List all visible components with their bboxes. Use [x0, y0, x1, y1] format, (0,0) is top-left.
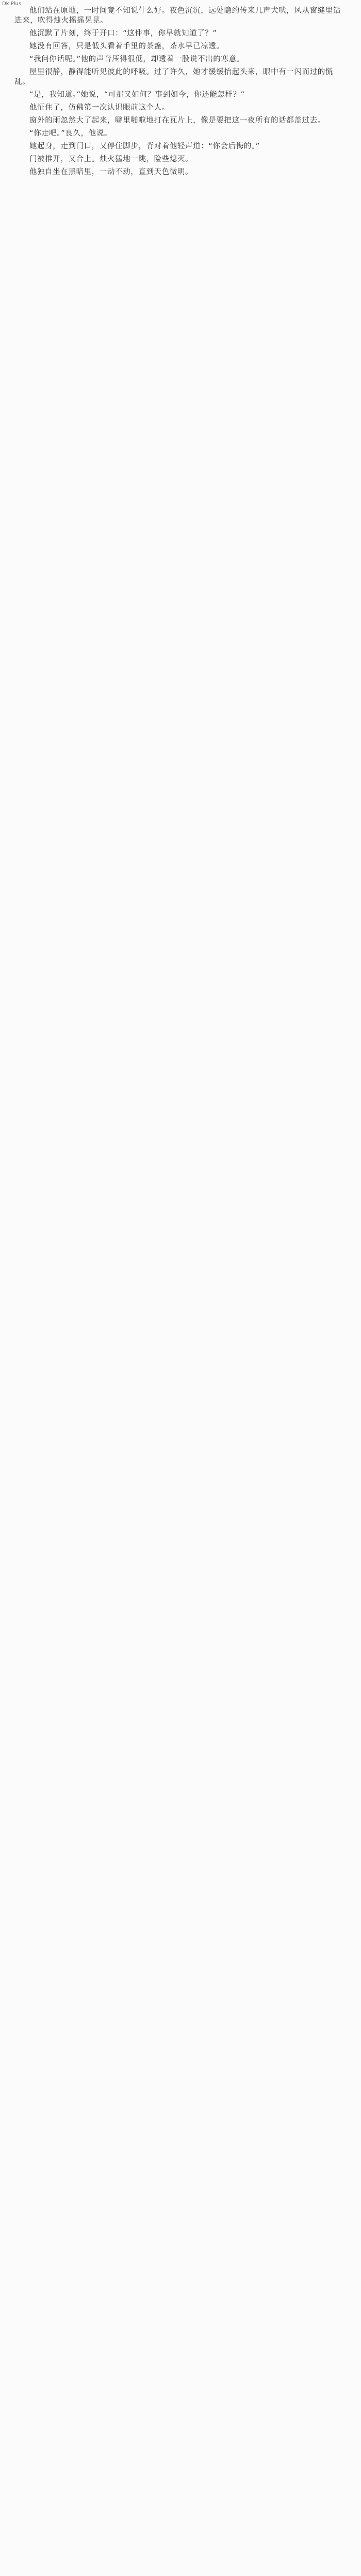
- paragraph: 她没有回答，只是低头看着手里的茶盏，茶水早已凉透。: [29, 42, 224, 50]
- paragraph: 屋里很静，静得能听见彼此的呼吸。过了许久，她才缓缓抬起头来，眼中有一闪而过的慌乱。: [14, 68, 333, 86]
- paragraph: “我问你话呢。”他的声音压得很低，却透着一股说不出的寒意。: [29, 55, 244, 63]
- paragraph: 他沉默了片刻，终于开口：“这件事，你早就知道了？”: [29, 29, 217, 38]
- paragraph: 窗外的雨忽然大了起来，噼里啪啦地打在瓦片上，像是要把这一夜所有的话都盖过去。: [29, 116, 325, 125]
- paragraph: 她起身，走到门口，又停住脚步，背对着他轻声道：“你会后悔的。”: [29, 142, 260, 150]
- paragraph: 他们站在原地，一时间竟不知说什么好。夜色沉沉，远处隐约传来几声犬吠，风从窗缝里钻进来，吹得烛火摇摇晃晃。: [14, 7, 341, 25]
- source-tag: Dk Plus: [2, 1, 22, 7]
- paragraph: 他独自坐在黑暗里，一动不动，直到天色微明。: [29, 168, 193, 176]
- paragraph: “你走吧。”良久，他说。: [29, 129, 112, 138]
- article-body: [14, 6, 349, 180]
- paragraph: 门被推开，又合上。烛火猛地一跳，险些熄灭。: [29, 155, 193, 163]
- paragraph: 他怔住了，仿佛第一次认识眼前这个人。: [29, 104, 170, 112]
- paragraph: “是，我知道。”她说，“可那又如何？事到如今，你还能怎样？”: [29, 91, 245, 99]
